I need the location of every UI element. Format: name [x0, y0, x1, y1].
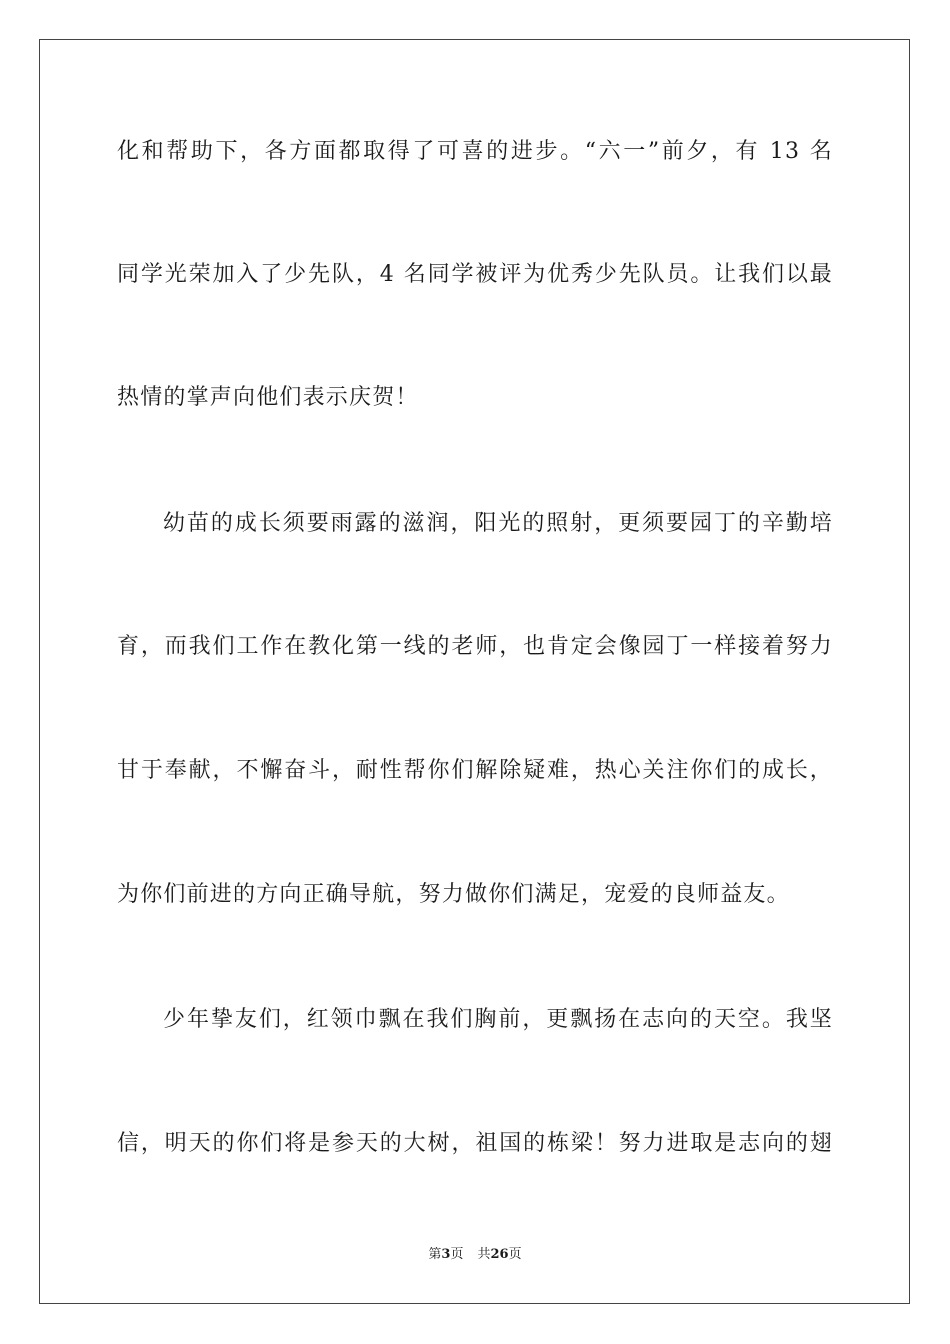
page-prefix: 第	[428, 1247, 442, 1262]
total-pages: 26	[490, 1247, 509, 1262]
text-line-5: 育，而我们工作在教化第一线的老师，也肯定会像园丁一样接着努力	[117, 634, 833, 659]
text-line-6: 甘于奉献，不懈奋斗，耐性帮你们解除疑难，热心关注你们的成长，	[117, 758, 833, 783]
text-line-8: 少年挚友们，红领巾飘在我们胸前，更飘扬在志向的天空。我坚	[163, 1007, 833, 1032]
page-footer	[0, 1246, 950, 1264]
total-suffix: 页	[508, 1247, 522, 1262]
text-line-2: 同学光荣加入了少先队，4 名同学被评为优秀少先队员。让我们以最	[117, 262, 833, 287]
page-number: 3	[441, 1247, 451, 1262]
text-line-9: 信，明天的你们将是参天的大树，祖国的栋梁！努力进取是志向的翅	[117, 1131, 833, 1156]
text-line-1: 化和帮助下，各方面都取得了可喜的进步。“六一”前夕，有 13 名	[117, 139, 833, 164]
text-line-4: 幼苗的成长须要雨露的滋润，阳光的照射，更须要园丁的辛勤培	[163, 511, 833, 536]
page-border	[39, 39, 910, 1304]
text-line-3: 热情的掌声向他们表示庆贺！	[117, 385, 419, 410]
page-suffix: 页	[450, 1247, 464, 1262]
text-line-7: 为你们前进的方向正确导航，努力做你们满足，宠爱的良师益友。	[117, 882, 790, 907]
total-prefix: 共	[477, 1247, 491, 1262]
